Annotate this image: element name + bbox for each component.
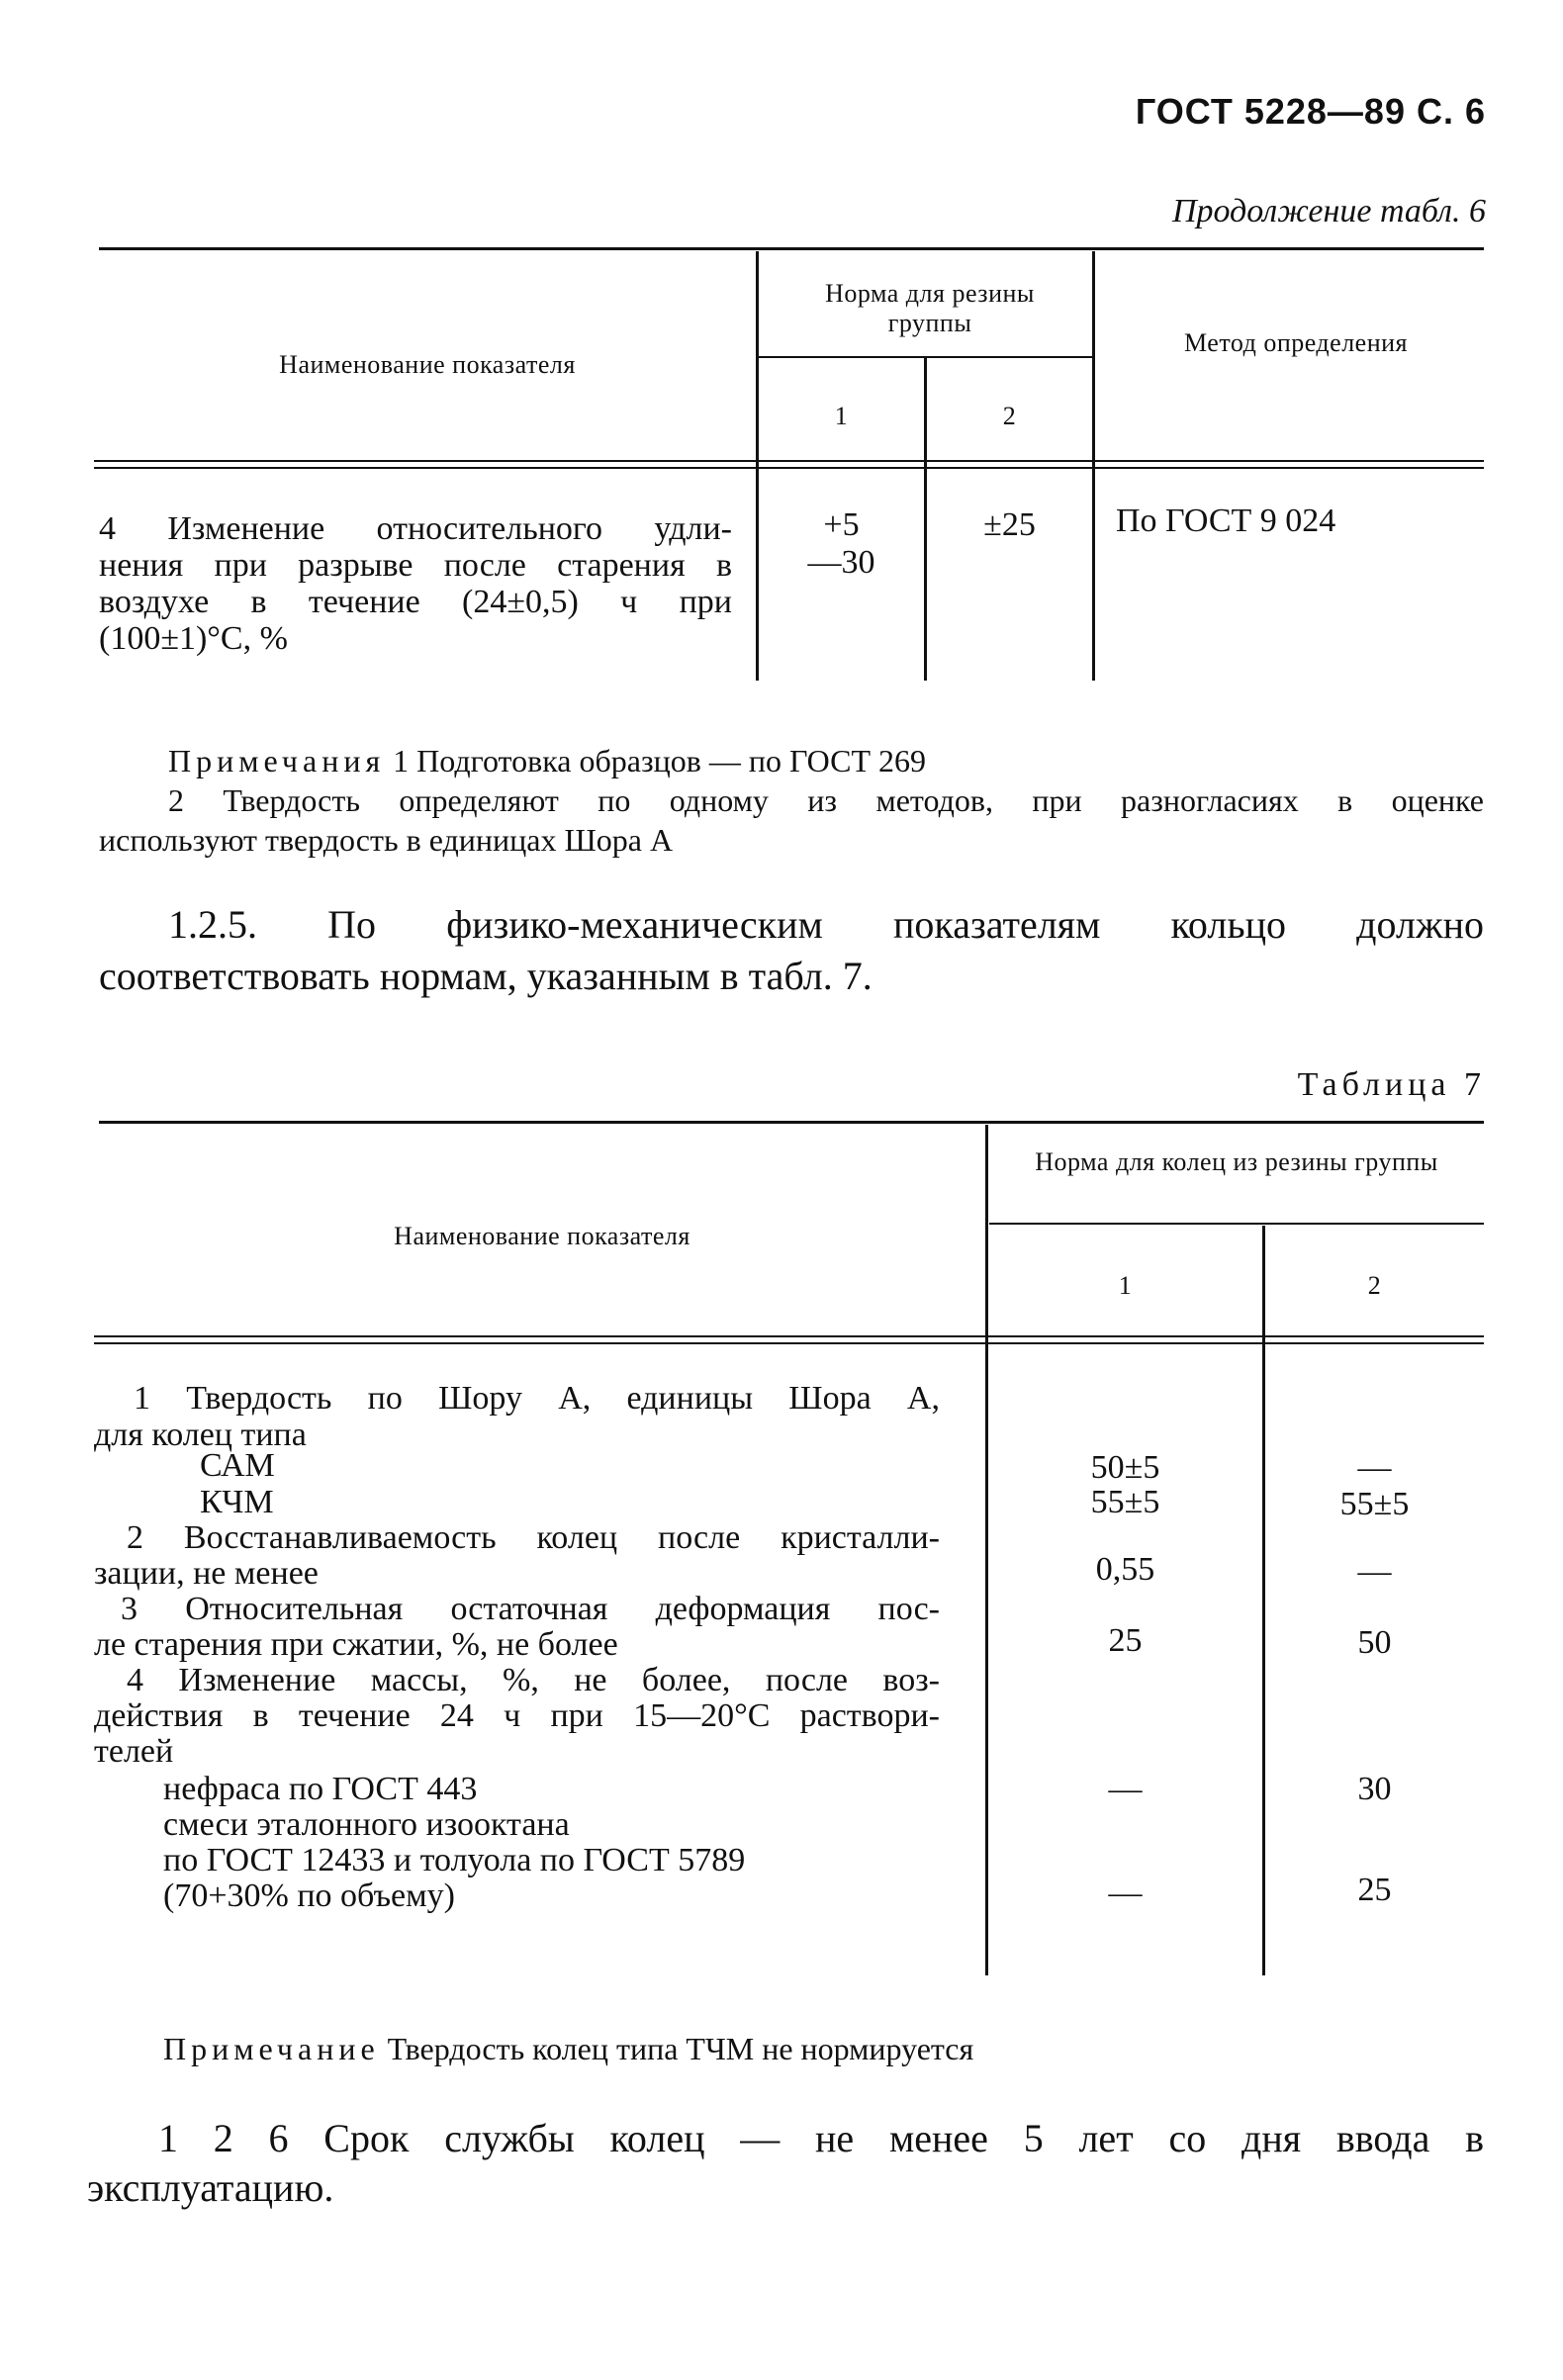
table7-cell-g1: 25 (1108, 1622, 1143, 1659)
table7-header-rule-a (94, 1335, 1484, 1337)
table7-cell-g2: — (1357, 1449, 1392, 1486)
para-1-2-6-line1: 1 2 6 Срок службы колец — не менее 5 лет со дня ввода в (158, 2116, 1484, 2160)
table7-cell-g1: 55±5 (1090, 1484, 1160, 1520)
table7-row-1-line2: для колец типа (94, 1417, 307, 1453)
table7-note-text: Твердость колец типа ТЧМ не нормируется (387, 2031, 974, 2066)
table7-col-norm-2: 2 (1367, 1271, 1382, 1300)
para-1-2-5-line2: соответствовать нормам, указанным в табл. 7. (99, 954, 873, 998)
table7-row-4-line1: 4 Изменение массы, %, не более, после воз- (127, 1662, 940, 1698)
table6-row-method: По ГОСТ 9 024 (1116, 503, 1336, 539)
table7-row-2-line2: зации, не менее (94, 1555, 319, 1592)
table7-row-1-kchm: КЧМ (200, 1484, 274, 1520)
para-1-2-5-line1: 1.2.5. По физико-механическим показателям кольцо должно (168, 902, 1484, 947)
table6-row-g1-top: +5 (823, 506, 860, 543)
table6-row-g2: ±25 (983, 506, 1036, 543)
page-header: ГОСТ 5228—89 С. 6 (1135, 91, 1486, 132)
table7-col-divider-2 (1262, 1226, 1265, 1975)
table6-notes-title: Примечания (168, 743, 386, 778)
table7-row-4-mix-line3: (70+30% по объему) (163, 1877, 455, 1914)
table7-row-4-line3: телей (94, 1733, 174, 1770)
table6-caption: Продолжение табл. 6 (1171, 193, 1486, 229)
table7-cell-g2: 55±5 (1339, 1486, 1410, 1522)
table7-col-divider-1 (985, 1125, 988, 1975)
table6-row-name-line: 4 Изменение относительного удли- (99, 510, 732, 547)
para-1-2-6-line2: эксплуатацию. (87, 2165, 334, 2210)
table6-col-norm-2: 2 (1002, 402, 1017, 430)
table7-col-norm-1: 1 (1118, 1271, 1133, 1300)
table6-col-norm: Норма для резины группы (825, 279, 1035, 337)
table7-row-3-line1: 3 Относительная остаточная деформация пос- (121, 1591, 940, 1627)
table6-row-name (99, 510, 732, 657)
table6-col-method: Метод определения (1184, 328, 1408, 357)
table7-note-title: Примечание (163, 2031, 380, 2066)
table7-top-rule (99, 1121, 1484, 1124)
table7-row-1-line1: 1 Твердость по Шору А, единицы Шора А, (134, 1380, 940, 1417)
table7-cell-g1: — (1108, 1771, 1143, 1807)
table7-cell-g1: 0,55 (1095, 1551, 1155, 1588)
table6-col-name: Наименование показателя (279, 350, 576, 379)
table6-top-rule (99, 247, 1484, 250)
table7-col-norm: Норма для колец из резины группы (1035, 1147, 1438, 1176)
table6-col-divider-3 (1092, 251, 1095, 681)
table7-cell-g2: — (1357, 1553, 1392, 1590)
table7-row-1-sam: САМ (200, 1447, 275, 1484)
table6-row-name-line: воздухе в течение (24±0,5) ч при (99, 584, 732, 620)
table6-header-rule-a (94, 460, 1484, 462)
table6-note-2: 2 Твердость определяют по одному из методов, при разногласиях в оценке (168, 782, 1484, 818)
table6-row-g1-bottom: —30 (807, 544, 875, 581)
table6-row-name-line: нения при разрыве после старения в (99, 547, 732, 584)
table7-header-rule-b (94, 1342, 1484, 1344)
table7-row-4-nefras: нефраса по ГОСТ 443 (163, 1771, 478, 1807)
table7-cell-g1: — (1108, 1875, 1143, 1911)
table7-cell-g2: 30 (1357, 1771, 1392, 1807)
table6-col-norm-1: 1 (834, 402, 849, 430)
table7-row-4-mix-line1: смеси эталонного изооктана (163, 1806, 570, 1843)
table7-cell-g1: 50±5 (1090, 1449, 1160, 1486)
table7-col-name: Наименование показателя (394, 1222, 690, 1250)
table7-note (163, 2030, 973, 2067)
table7-cell-g2: 25 (1357, 1872, 1392, 1908)
table6-header-rule-b (94, 467, 1484, 469)
table6-notes (168, 742, 1484, 779)
table7-row-3-line2: ле старения при сжатии, %, не более (94, 1626, 618, 1663)
table7-cell-g2: 50 (1357, 1624, 1392, 1661)
table7-row-2-line1: 2 Восстанавливаемость колец после кристалли- (127, 1519, 940, 1556)
table6-row-name-line: (100±1)°С, % (99, 620, 288, 657)
table7-row-4-mix-line2: по ГОСТ 12433 и толуола по ГОСТ 5789 (163, 1842, 746, 1878)
table6-note-1: 1 Подготовка образцов — по ГОСТ 269 (393, 743, 927, 778)
table7-caption: Таблица 7 (1297, 1066, 1486, 1103)
table6-note-2-cont: используют твердость в единицах Шора А (99, 822, 674, 858)
table7-row-4-line2: действия в течение 24 ч при 15—20°С раствори- (94, 1697, 940, 1734)
table6-col-divider-1 (756, 251, 759, 681)
table7-subheader-rule (989, 1223, 1484, 1225)
